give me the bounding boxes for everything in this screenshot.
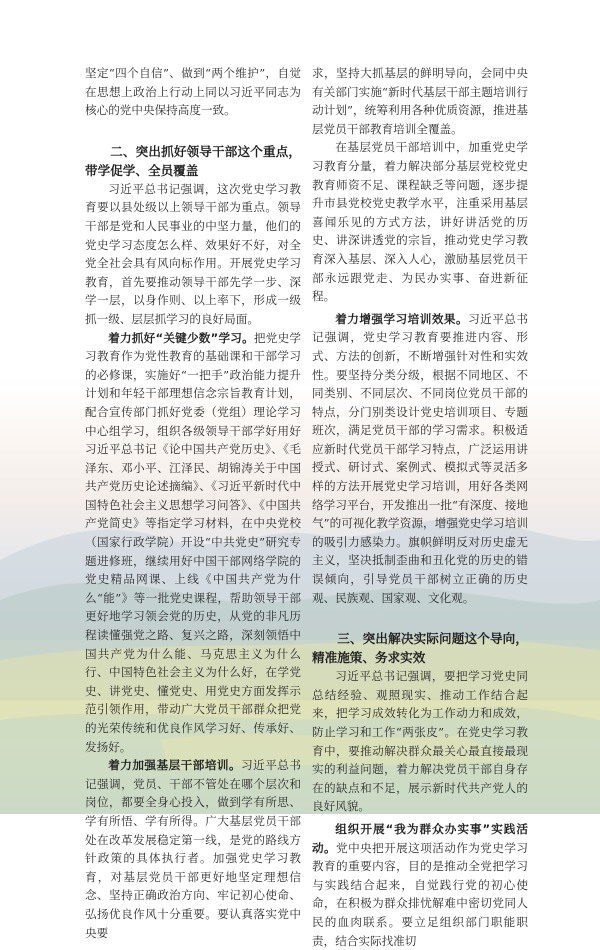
paragraph-lead: 着力加强基层干部培训。	[108, 758, 242, 773]
paragraph-body: 把党史学习教育作为党性教育的基础课和干部学习的必修课，实施好“一把手”政治能力提升计划和年轻干部理想信念宗旨教育计划，配合宣传部门抓好党委（党组）理论学习中心组学习，组织各级领导干部学好用好习近平总书记《论中国共产党历史》、《毛泽东、邓小平、江泽民、胡锦涛关于中国共产党历史论述摘编》、《习近平新时代中国特色社会主义思想学习问答》、《中国共产党简史》等指定学习材料，在中央党校（国家行政学院）开设“中共党史”研究专题进修班，继续用好中国干部网络学院的党史精品网课、上线《中国共产党为什么“能”》等一批党史课程，帮助领导干部更好地学习领会党的历史，从党的非凡历程读懂强党之路、复兴之路，深刻领悟中国共产党为什么能、马克思主义为什么行、中国特色社会主义为什么好，在学党史、讲党史、懂党史、用党史方面发挥示范引领作用，带动广大党员干部群众把党的光荣传统和优良作风学习好、传承好、发扬好。	[85, 330, 301, 754]
paragraph-body: 习近平总书记强调，党史学习教育要推进内容、形式、方法的创新，不断增强针对性和实效性。要坚持分类分级，根据不同地区、不同类别、不同层次、不同岗位党员干部的特点，分门别类设计党史培训项目、专题班次，满足党员干部的学习需求。积极适应新时代党员干部学习特点，广泛运用讲授式、研讨式、案例式、模拟式等灵活多样的方法开展党史学习培训，用好各类网络学习平台，开发推出一批“有深度、接地气”的可视化教学资源，增强党史学习培训的吸引力感染力。旗帜鲜明反对历史虚无主义，坚决抵制歪曲和丑化党的历史的错误倾向，引导党员干部树立正确的历史观、民族观、国家观、文化观。	[312, 311, 528, 605]
paragraph-lead: 着力抓好“关键少数”学习。	[108, 330, 254, 345]
paragraph	[85, 329, 301, 757]
paragraph: 坚定“四个自信”、做到“两个维护”，自觉在思想上政治上行动上同以习近平同志为核心的党中央保持高度一致。	[85, 66, 301, 118]
paragraph: 在基层党员干部培训中，加重党史学习教育分量，着力解决部分基层党校党史教育师资不足、课程缺乏等问题，逐步提升市县党校党史教学水平，注重采用基层喜闻乐见的方式方法，讲好讲活党的历史、讲深讲透党的宗旨，推动党史学习教育深入基层、深入人心，激励基层党员干部永远跟党走、为民办实事、奋进新征程。	[312, 140, 528, 304]
paragraph: 求，坚持大抓基层的鲜明导向，会同中央有关部门实施“新时代基层干部主题培训行动计划”，统筹利用各种优质资源，推进基层党员干部教育培训全覆盖。	[312, 66, 528, 136]
paragraph: 习近平总书记强调，要把学习党史同总结经验、观照现实、推动工作结合起来，把学习成效转化为工作动力和成效，防止学习和工作“两张皮”。在党史学习教育中，要推动解决群众最关心最直接最现实的利益问题，着力解决党员干部自身存在的缺点和不足，展示新时代共产党人的良好风貌。	[312, 669, 528, 814]
paragraph-lead: 着力增强学习培训效果。	[335, 311, 469, 326]
paragraph	[312, 820, 528, 950]
section-heading-2: 二、突出抓好领导干部这个重点，带学促学、全员覆盖	[85, 143, 301, 178]
section-heading-3: 三、突出解决实际问题这个导向，精准施策、务求实效	[312, 631, 528, 666]
paragraph	[312, 310, 528, 608]
paragraph-body: 习近平总书记强调，党员、干部不管处在哪个层次和岗位，都要全身心投入，做到学有所思、学有所悟、学有所得。广大基层党员干部处在改革发展稳定第一线，是党的路线方针政策的具体执行者。加强党史学习教育，对基层党员干部更好地坚定理想信念、坚持正确政治方向、牢记初心使命、弘扬优良作风十分重要。要认真落实党中央要	[85, 758, 301, 940]
paragraph-lead: 组织开展“我为群众办实事”实践活动。	[312, 821, 528, 855]
paragraph-body: 党中央把开展这项活动作为党史学习教育的重要内容，目的是推动全党把学习与实践结合起来，自觉践行党的初心使命，在积极为群众排忧解难中密切党同人民的血肉联系。要立足组织部门职能职责，结合实际找准切	[312, 840, 528, 948]
left-column	[85, 64, 301, 942]
paragraph	[85, 756, 301, 942]
right-column	[312, 64, 528, 950]
paragraph: 习近平总书记强调，这次党史学习教育要以县处级以上领导干部为重点。领导干部是党和人民事业的中坚力量，他们的党史学习态度怎么样、效果好不好，对全党全社会具有风向标作用。开展党史学习教育，首先要推动领导干部先学一步、深学一层，以身作则、以上率下，形成一级抓一级、层层抓学习的良好局面。	[85, 181, 301, 326]
